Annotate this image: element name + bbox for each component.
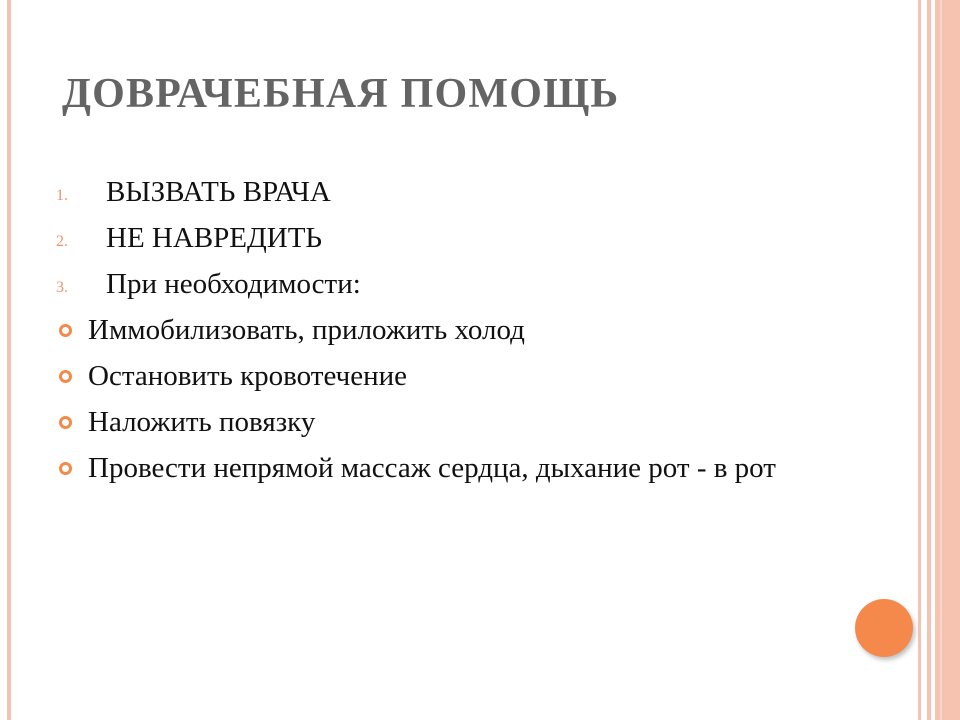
bullet-ring-icon xyxy=(59,370,72,383)
bullet-ring-icon xyxy=(59,462,72,475)
numbered-item xyxy=(56,218,856,264)
bullet-item xyxy=(56,310,856,350)
right-decorative-stripe xyxy=(918,0,921,720)
list-number: 3. xyxy=(56,279,68,296)
left-decorative-stripe xyxy=(7,0,11,720)
bullet-item xyxy=(56,448,856,488)
numbered-item xyxy=(56,264,856,310)
bullet-item xyxy=(56,402,856,442)
bullet-ring-icon xyxy=(59,324,72,337)
right-decorative-stripe xyxy=(927,0,931,720)
list-number: 2. xyxy=(56,233,68,250)
bullet-item-text: Наложить повязку xyxy=(88,406,316,438)
orange-circle-decoration xyxy=(855,599,913,657)
bullet-item-text: Остановить кровотечение xyxy=(88,360,407,392)
bullet-ring-icon xyxy=(59,416,72,429)
right-decorative-band xyxy=(935,0,960,720)
list-number: 1. xyxy=(56,187,68,204)
bullet-item-text: Иммобилизовать, приложить холод xyxy=(88,314,525,346)
numbered-item xyxy=(56,172,856,218)
slide-title: ДОВРАЧЕБНАЯ ПОМОЩЬ xyxy=(62,71,620,117)
bullet-item-text: Провести непрямой массаж сердца, дыхание рот - в рот xyxy=(88,452,776,484)
slide-content xyxy=(56,172,856,494)
numbered-item-text: НЕ НАВРЕДИТЬ xyxy=(106,222,323,254)
numbered-item-text: ВЫЗВАТЬ ВРАЧА xyxy=(106,176,331,208)
bullet-item xyxy=(56,356,856,396)
right-decorative-band-line xyxy=(940,0,942,720)
numbered-item-text: При необходимости: xyxy=(106,268,361,300)
